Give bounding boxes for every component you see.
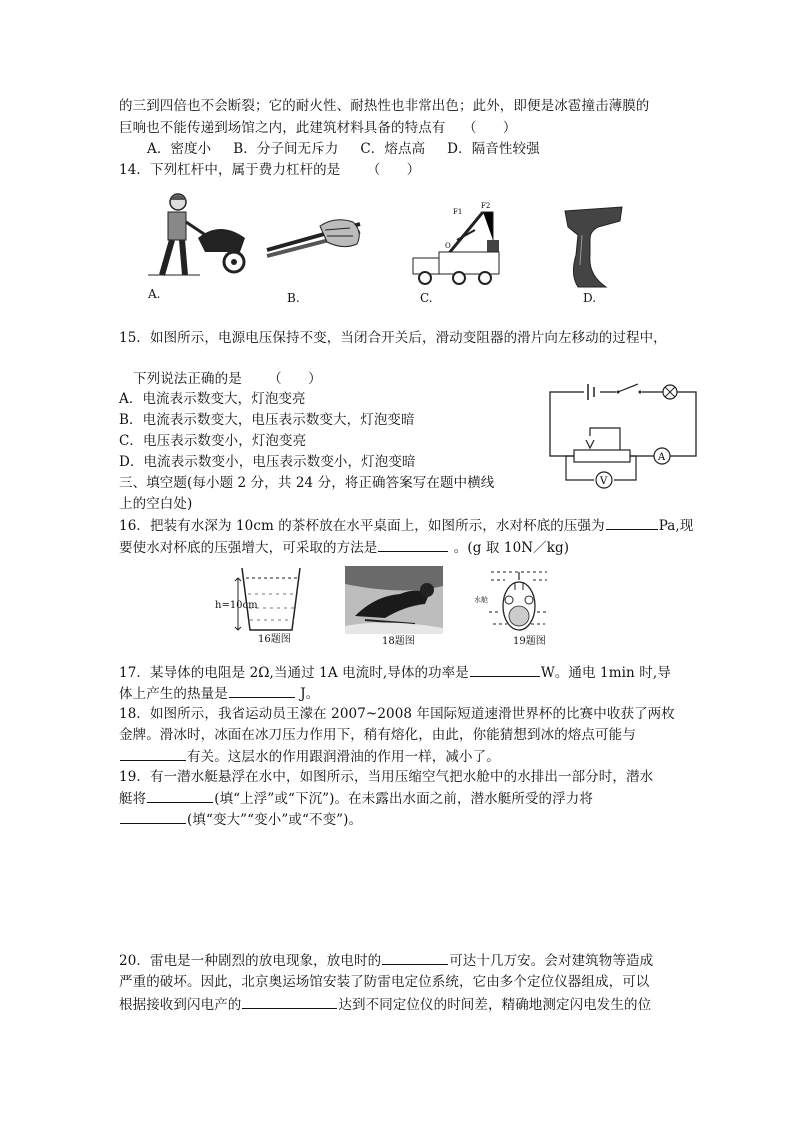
q16-line1-text: 16．把装有水深为 10cm 的茶杯放在水平桌面上，如图所示，水对杯底的压强为	[119, 518, 605, 534]
q18-line2: 金牌。滑冰时，冰面在冰刀压力作用下，稍有熔化，由此，你能猜想到冰的熔点可能与	[119, 727, 636, 743]
q17-blank1[interactable]	[470, 662, 540, 677]
q19-line2-text: 艇将	[119, 791, 147, 807]
q20-line1	[119, 950, 653, 971]
label-d: D.	[583, 291, 597, 305]
section3-heading-line1: 三、填空题(每小题 2 分，共 24 分，将正确答案写在题中横线	[119, 475, 495, 491]
svg-text:V: V	[600, 476, 608, 487]
q16-line2	[119, 537, 569, 558]
q18-blank1[interactable]	[120, 746, 186, 761]
q18-line3-text: 有关。这层水的作用跟润滑油的作用一样，减小了	[187, 749, 487, 765]
svg-text:F1: F1	[453, 208, 463, 216]
q16-line2-tail: 。(g 取 10N／kg)	[449, 540, 570, 556]
q16-blank1[interactable]	[606, 515, 658, 530]
svg-text:A: A	[658, 452, 666, 463]
q19-line2	[119, 788, 593, 809]
q15-option-b: B．电流表示数变大，电压表示数变大，灯泡变暗	[119, 412, 415, 428]
fig19-water-label: 水舱	[474, 596, 488, 604]
q17-line1-tail: W。通电 1min 时,导	[540, 665, 671, 681]
fig16-h-label: h=10cm	[215, 600, 258, 611]
q17-line1-text: 17．某导体的电阻是 2Ω,当通过 1A 电流时,导体的功率是	[119, 665, 469, 681]
lever-d-figure	[560, 205, 630, 290]
q19-line3	[119, 809, 362, 830]
q15-stem2: 下列说法正确的是 （ ）	[133, 371, 322, 387]
skater-photo	[345, 566, 443, 634]
wheelbarrow-figure	[140, 190, 255, 285]
q20-blank1[interactable]	[382, 950, 448, 965]
q19-blank2[interactable]	[120, 809, 186, 824]
q19-line2-tail: (填“上浮”或“下沉”)。在未露出水面之前，潜水艇所受的浮力将	[214, 791, 593, 807]
svg-text:F2: F2	[481, 202, 491, 210]
q18-line1: 18．如图所示，我省运动员王濛在 2007~2008 年国际短道速滑世界杯的比赛中收获了两枚	[119, 706, 675, 722]
q19-line3-text: (填“变大”“变小”或“不变”)。	[187, 812, 363, 828]
q18-line3-tail: 。	[486, 749, 500, 765]
submarine-figure	[485, 566, 553, 636]
crane-truck-figure	[405, 200, 510, 290]
q16-line1	[119, 515, 693, 536]
fig16-caption: 16题图	[258, 634, 291, 645]
q20-line3	[119, 994, 651, 1015]
q17-blank2[interactable]	[229, 683, 295, 698]
q15-stem: 15．如图所示，电源电压保持不变，当闭合开关后，滑动变阻器的滑片向左移动的过程中，	[119, 330, 667, 346]
fig18-caption: 18题图	[382, 636, 415, 647]
q17-line2	[119, 683, 319, 704]
q15-option-c: C．电压表示数变小，灯泡变亮	[119, 433, 307, 449]
q16-line2-text: 要使水对杯底的压强增大，可采取的方法是	[119, 540, 378, 556]
chopsticks-figure	[265, 212, 370, 262]
q20-line2: 严重的破坏。因此，北京奥运场馆安装了防雷电定位系统，它由多个定位仪器组成，可以	[119, 974, 650, 990]
q13-line1: 的三到四倍也不会断裂；它的耐火性、耐热性也非常出色；此外，即便是冰雹撞击薄膜的	[119, 98, 650, 114]
q13-options: A．密度小 B．分子间无斥力 C．熔点高 D．隔音性较强	[147, 141, 540, 157]
q20-blank2[interactable]	[242, 994, 337, 1009]
q20-line1-tail: 可达十几万安。会对建筑物等造成	[449, 953, 654, 969]
q20-line3-tail: 达到不同定位仪的时间差，精确地测定闪电发生的位	[338, 997, 652, 1013]
q16-line1-tail: Pa,现	[658, 518, 694, 534]
q17-line1	[119, 662, 671, 683]
q14-stem: 14．下列杠杆中，属于费力杠杆的是 （ ）	[119, 162, 421, 178]
q15-option-a: A．电流表示数变大，灯泡变亮	[119, 391, 306, 407]
q13-line2: 巨响也不能传递到场馆之内，此建筑材料具备的特点有 （ ）	[119, 120, 517, 136]
q17-line2-text: 体上产生的热量是	[119, 686, 228, 702]
q17-line2-tail: J。	[295, 686, 320, 702]
label-c: C.	[420, 291, 433, 305]
fig19-caption: 19题图	[513, 636, 546, 647]
q20-line1-text: 20．雷电是一种剧烈的放电现象，放电时的	[119, 953, 382, 969]
q19-line1: 19．有一潜水艇悬浮在水中，如图所示，当用压缩空气把水舱中的水排出一部分时，潜水	[119, 769, 654, 785]
q20-line3-text: 根据接收到闪电产的	[119, 997, 242, 1013]
circuit-diagram	[546, 378, 701, 490]
q15-option-d: D．电流表示数变小，电压表示数变小，灯泡变暗	[119, 454, 416, 470]
svg-text:O: O	[445, 242, 451, 250]
q16-blank2[interactable]	[378, 537, 448, 552]
q19-blank1[interactable]	[147, 788, 213, 803]
q18-line3	[119, 746, 500, 767]
section3-heading-line2: 上的空白处)	[119, 496, 193, 512]
label-b: B.	[287, 291, 300, 305]
label-a: A.	[148, 287, 161, 301]
